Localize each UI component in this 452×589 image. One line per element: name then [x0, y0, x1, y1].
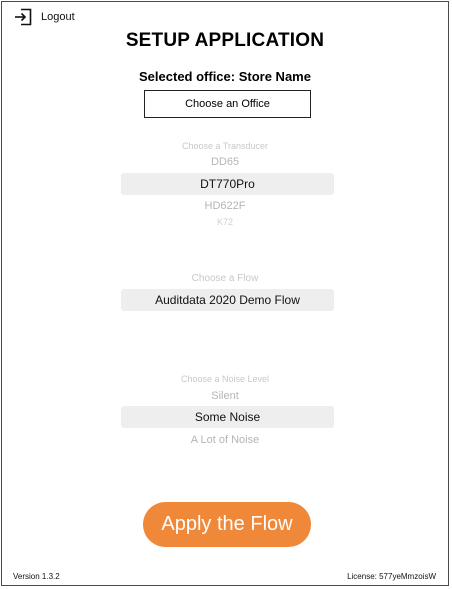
choose-office-button[interactable]: Choose an Office — [144, 90, 311, 118]
flow-option-selected[interactable]: Auditdata 2020 Demo Flow — [121, 289, 334, 311]
transducer-picker-heading: Choose a Transducer — [181, 141, 269, 151]
logout-icon — [14, 8, 32, 26]
transducer-option-hd622f[interactable]: HD622F — [204, 200, 246, 212]
flow-picker-heading: Choose a Flow — [191, 273, 259, 284]
version-label: Version 1.3.2 — [13, 572, 60, 581]
apply-flow-button[interactable]: Apply the Flow — [143, 502, 311, 547]
noise-option-silent[interactable]: Silent — [211, 390, 239, 402]
page-title: SETUP APPLICATION — [125, 30, 325, 51]
logout-button[interactable] — [14, 8, 75, 26]
logout-label: Logout — [41, 11, 75, 23]
license-label: License: 577yeMmzoisW — [347, 572, 436, 581]
app-window — [1, 1, 449, 586]
noise-option-a-lot[interactable]: A Lot of Noise — [190, 434, 260, 446]
transducer-option-dd65[interactable]: DD65 — [210, 156, 240, 168]
noise-option-selected[interactable]: Some Noise — [121, 406, 334, 428]
selected-office-label: Selected office: Store Name — [139, 69, 311, 84]
transducer-option-selected[interactable]: DT770Pro — [121, 173, 334, 195]
noise-picker-heading: Choose a Noise Level — [180, 374, 270, 384]
transducer-option-k72[interactable]: K72 — [216, 217, 233, 227]
